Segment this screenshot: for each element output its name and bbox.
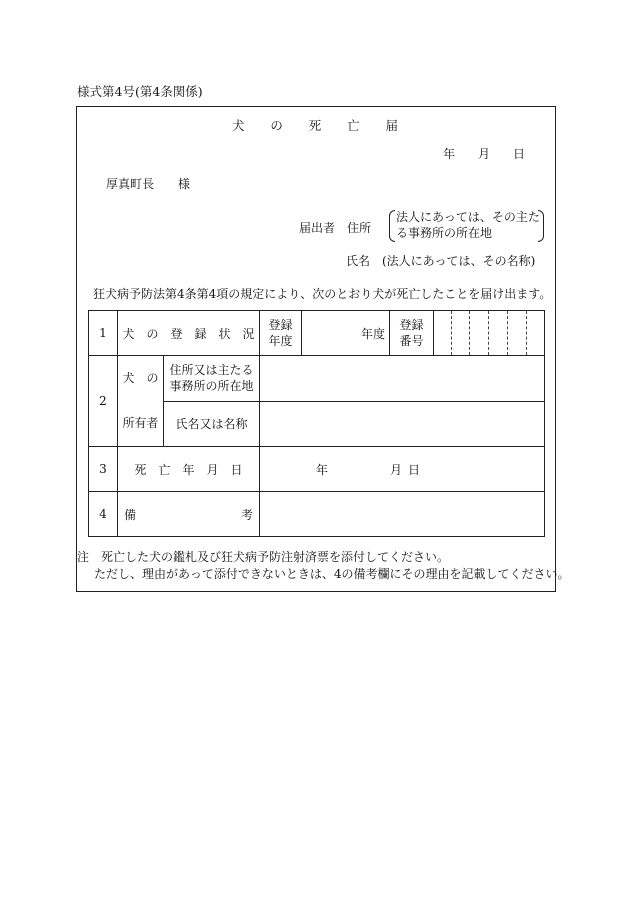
details-table <box>88 310 545 537</box>
row-number: 4 <box>89 492 118 537</box>
day-unit: 日 <box>512 147 525 161</box>
statement-text: 狂犬病予防法第4条第4項の規定により、次のとおり犬が死亡したことを届け出ます。 <box>93 287 552 301</box>
registration-number-digit[interactable] <box>434 311 452 356</box>
registration-status-label: 犬 の 登 録 状 況 <box>118 311 260 356</box>
owner-address-field[interactable] <box>260 356 545 402</box>
death-date-units <box>260 461 544 477</box>
row-number: 3 <box>89 447 118 492</box>
row-number: 1 <box>89 311 118 356</box>
remarks-char: 考 <box>241 507 254 522</box>
registration-year-label <box>260 311 302 356</box>
owner-label-bottom: 所有者 <box>122 416 159 430</box>
owner-address-label <box>164 356 260 402</box>
day-unit: 日 <box>408 463 421 477</box>
left-bracket <box>389 210 395 242</box>
label-line: 登録 <box>268 318 293 332</box>
form-title <box>232 116 398 134</box>
death-date-field[interactable] <box>260 447 545 492</box>
notifier-name-label: 氏名 (法人にあっては、その名称) <box>346 254 536 268</box>
month-unit: 月 <box>477 147 490 161</box>
table-row <box>89 492 545 537</box>
label-line: 年度 <box>268 334 293 348</box>
remarks-label <box>118 492 260 537</box>
notifier-address-label: 届出者 住所 <box>299 221 372 235</box>
form-number-label: 様式第4号(第4条関係) <box>77 84 203 99</box>
registration-number-digit[interactable] <box>508 311 527 356</box>
month-unit: 月 <box>390 463 403 477</box>
title-char: 亡 <box>347 118 360 133</box>
registration-number-digit[interactable] <box>452 311 470 356</box>
title-char: 犬 <box>232 118 245 133</box>
owner-name-label: 氏名又は名称 <box>164 401 260 447</box>
year-unit: 年度 <box>361 326 386 341</box>
remarks-field[interactable] <box>260 492 545 537</box>
owner-name-field[interactable] <box>260 401 545 447</box>
remarks-char: 備 <box>124 507 137 522</box>
label-line: 登録 <box>399 318 424 332</box>
label-line: 住所又は主たる <box>169 363 254 378</box>
addressee: 厚真町長 様 <box>106 177 191 191</box>
owner-label-top: 犬 の <box>122 371 159 385</box>
owner-label <box>118 356 164 447</box>
registration-year-field[interactable] <box>302 311 390 356</box>
year-unit: 年 <box>443 147 456 161</box>
address-note-line: 法人にあっては、その主た <box>396 210 540 224</box>
table-row <box>89 311 545 356</box>
note-line: ただし、理由があって添付できないときは、4の備考欄にその理由を記載してください。 <box>94 567 570 581</box>
registration-number-digit[interactable] <box>527 311 545 356</box>
table-row <box>89 356 545 402</box>
address-note-line: る事務所の所在地 <box>396 226 493 240</box>
death-date-label: 死 亡 年 月 日 <box>118 447 260 492</box>
title-char: 死 <box>308 118 322 133</box>
submission-date <box>443 145 525 162</box>
label-line: 事務所の所在地 <box>169 379 254 394</box>
title-char: 届 <box>385 118 398 133</box>
remarks-label-text <box>118 506 259 523</box>
table-row <box>89 447 545 492</box>
registration-number-digit[interactable] <box>470 311 489 356</box>
row-number: 2 <box>89 356 118 447</box>
notifier-address-note <box>396 209 540 241</box>
title-char: の <box>270 118 283 133</box>
year-unit: 年 <box>316 463 329 477</box>
note-line: 注 死亡した犬の鑑札及び狂犬病予防注射済票を添付してください。 <box>77 550 450 564</box>
registration-number-label <box>390 311 434 356</box>
label-line: 番号 <box>399 334 424 348</box>
registration-number-digit[interactable] <box>489 311 508 356</box>
